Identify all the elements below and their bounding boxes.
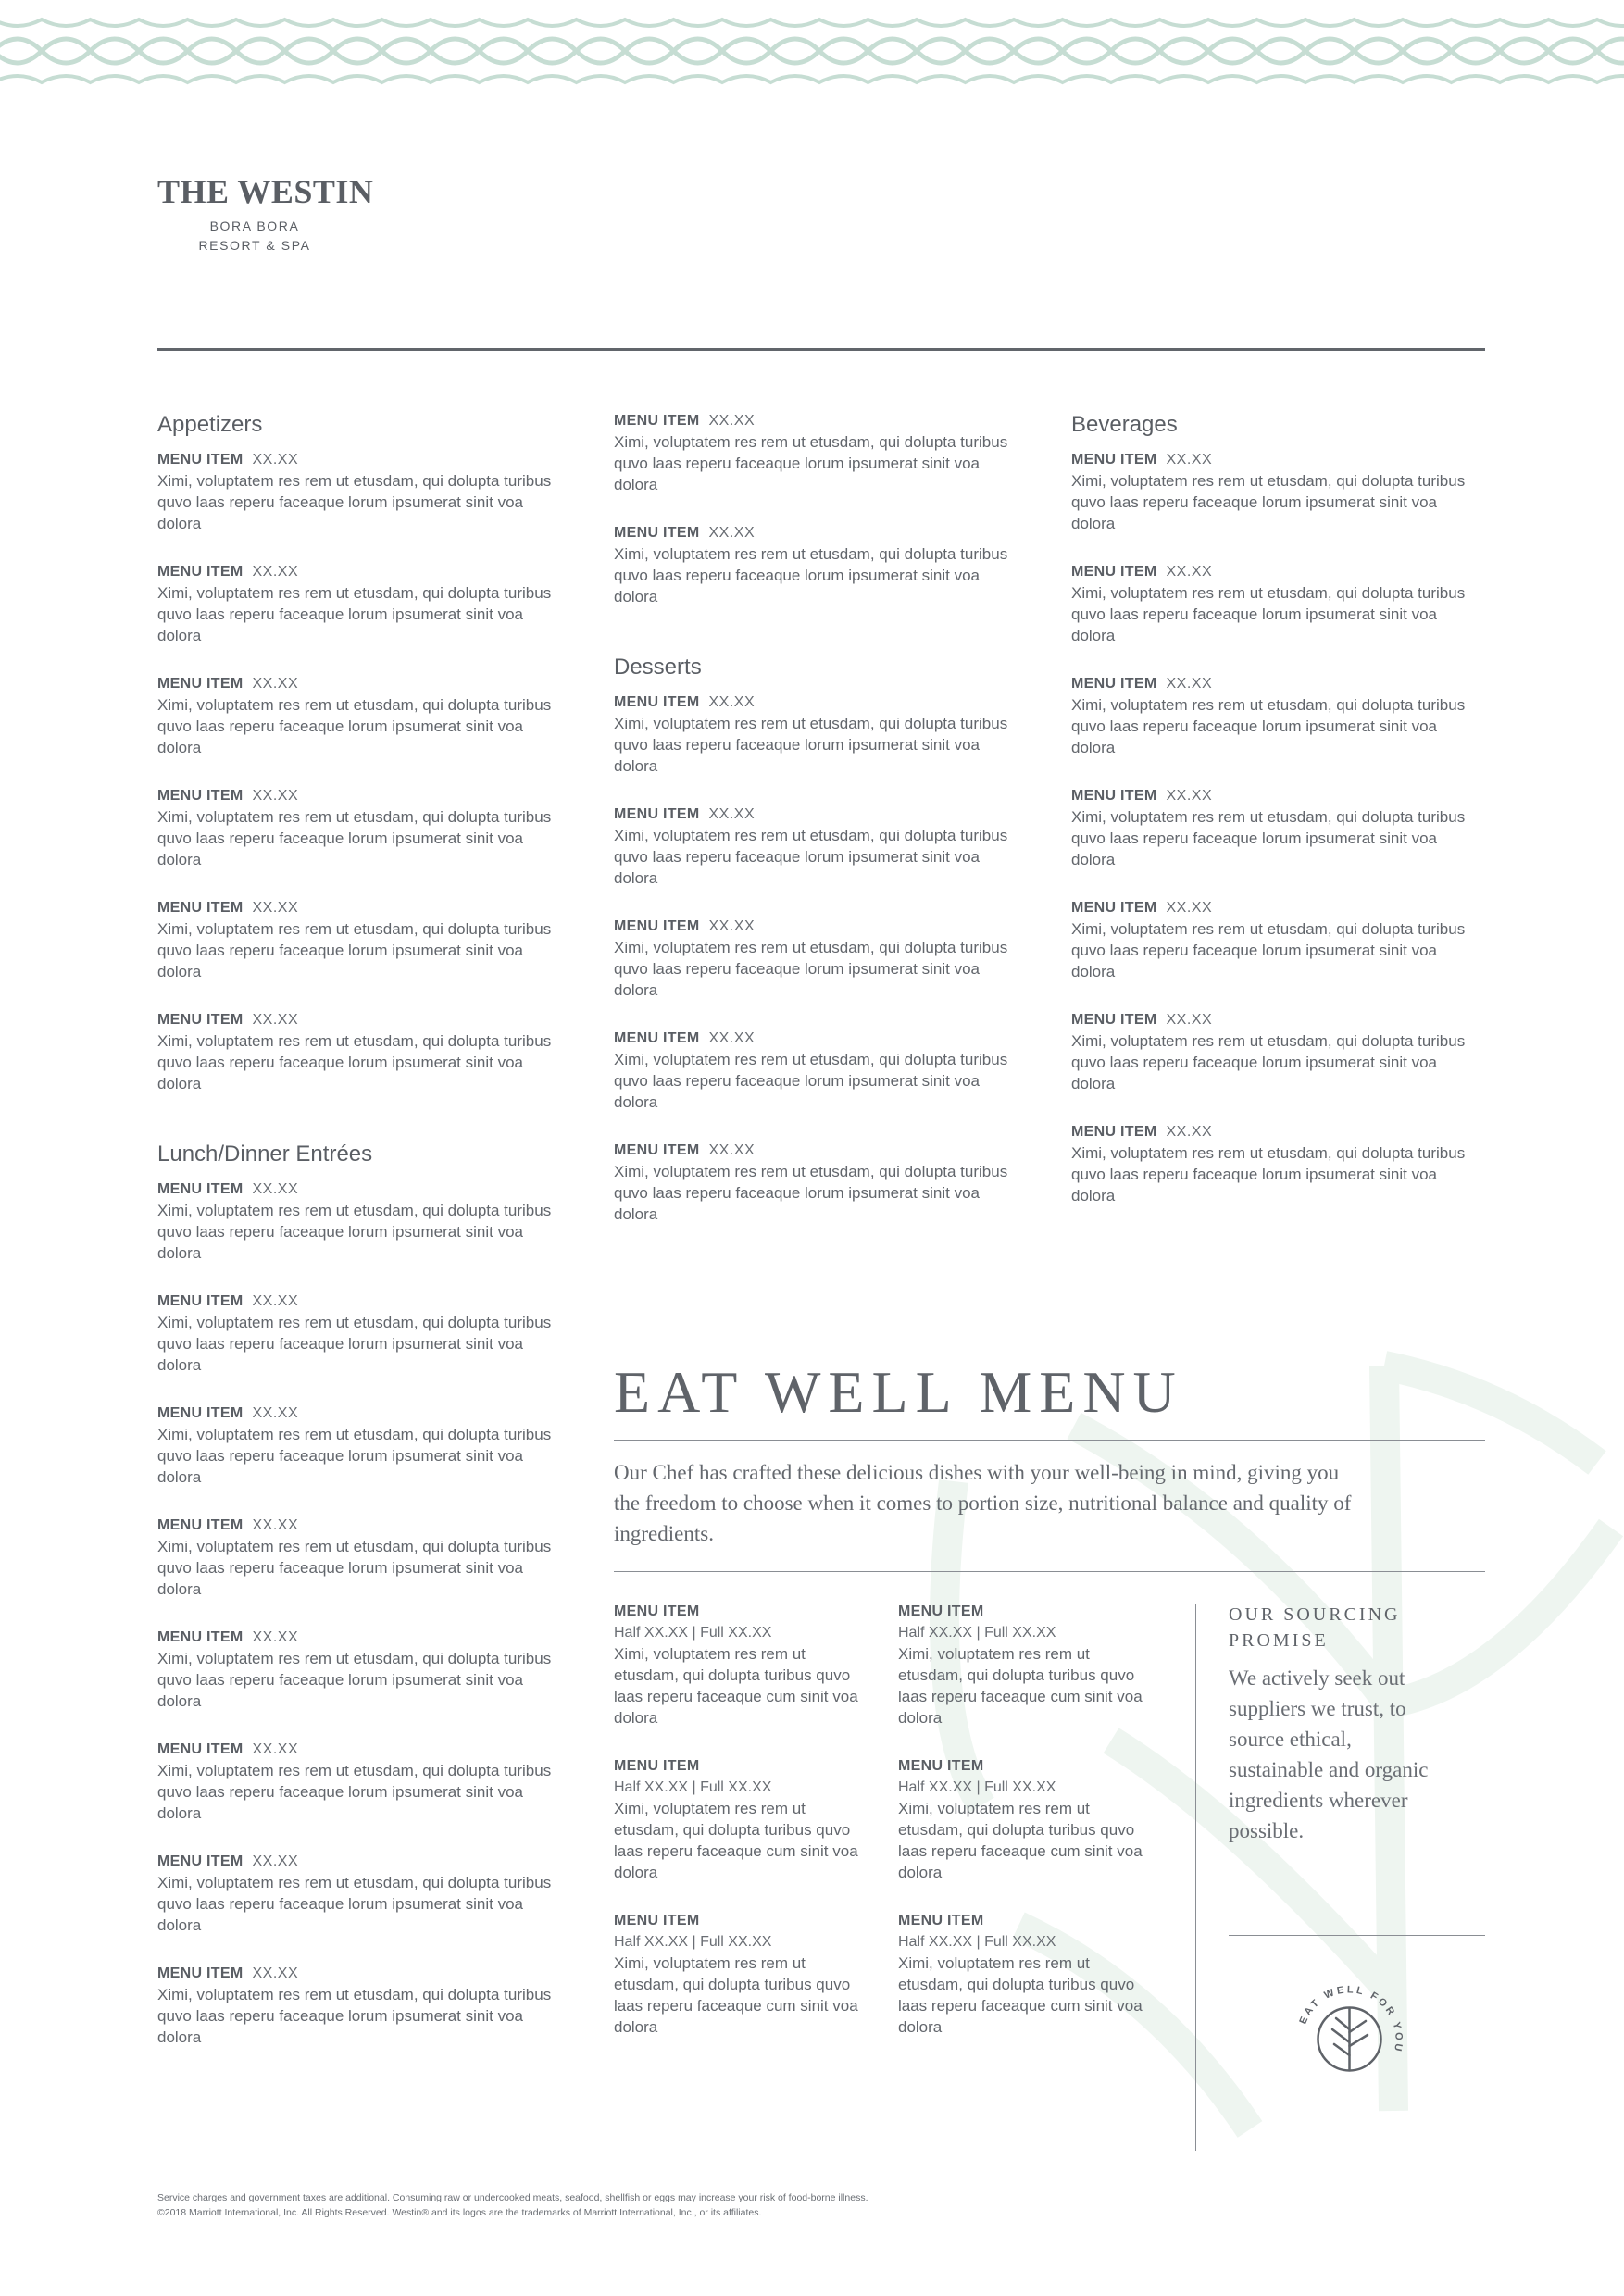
sourcing-promise-text: We actively seek out suppliers we trust, to source ethical, sustainable and organic ingredients wherever possible. bbox=[1229, 1666, 1429, 1842]
eat-well-item-description: Ximi, voluptatem res rem ut etusdam, qui dolupta turibus quvo laas reperu faceaque cum sinit voa dolora bbox=[898, 1800, 1143, 1881]
menu-item-header bbox=[157, 1628, 565, 1648]
menu-item-header bbox=[157, 1010, 565, 1030]
menu-column-1 bbox=[157, 411, 565, 2076]
menu-item-price: XX.XX bbox=[708, 525, 756, 541]
menu-item-description: Ximi, voluptatem res rem ut etusdam, qui dolupta turibus quvo laas reperu faceaque lorum ipsumerat sinit voa dolora bbox=[614, 433, 1008, 493]
section-title: Lunch/Dinner Entrées bbox=[157, 1142, 373, 1167]
eat-well-divider-top bbox=[614, 1440, 1485, 1441]
menu-item-price: XX.XX bbox=[708, 1030, 756, 1046]
eat-well-item-price: Half XX.XX | Full XX.XX bbox=[614, 1779, 772, 1795]
menu-item-name: MENU ITEM bbox=[1071, 1012, 1157, 1028]
menu-item-name: MENU ITEM bbox=[157, 900, 244, 916]
brand-name: THE WESTIN bbox=[157, 173, 374, 210]
menu-item-price: XX.XX bbox=[1166, 1012, 1213, 1028]
eat-well-item-name: MENU ITEM bbox=[614, 1913, 700, 1928]
badge-text: EAT WELL FOR YOU bbox=[1297, 1984, 1405, 2055]
menu-item-price: XX.XX bbox=[252, 564, 299, 580]
wave-pattern bbox=[0, 0, 1624, 106]
eat-well-item-description: Ximi, voluptatem res rem ut etusdam, qui dolupta turibus quvo laas reperu faceaque cum sinit voa dolora bbox=[898, 1645, 1143, 1727]
menu-item bbox=[157, 1179, 565, 1264]
footer-copyright: ©2018 Marriott International, Inc. All Rights Reserved. Westin® and its logos are the trademarks of Marriott International, Inc., or its affiliates. bbox=[157, 2207, 762, 2218]
menu-item bbox=[1071, 1122, 1479, 1206]
menu-item bbox=[1071, 1010, 1479, 1094]
eat-well-item bbox=[614, 1602, 873, 1728]
menu-item-header bbox=[157, 898, 565, 918]
menu-item-price: XX.XX bbox=[1166, 452, 1213, 468]
menu-item bbox=[157, 450, 565, 534]
eat-well-item bbox=[614, 1911, 873, 2038]
menu-column-2 bbox=[614, 411, 1021, 1253]
menu-item-description: Ximi, voluptatem res rem ut etusdam, qui dolupta turibus quvo laas reperu faceaque lorum ipsumerat sinit voa dolora bbox=[614, 1163, 1008, 1223]
menu-item-description: Ximi, voluptatem res rem ut etusdam, qui dolupta turibus quvo laas reperu faceaque lorum ipsumerat sinit voa dolora bbox=[1071, 696, 1466, 756]
menu-item-price: XX.XX bbox=[1166, 900, 1213, 916]
brand-location: BORA BORA RESORT & SPA bbox=[198, 218, 311, 253]
menu-item bbox=[614, 1029, 1021, 1113]
menu-item-header bbox=[157, 1292, 565, 1312]
menu-item-name: MENU ITEM bbox=[1071, 564, 1157, 580]
menu-item-header bbox=[614, 411, 1021, 431]
menu-item-price: XX.XX bbox=[252, 900, 299, 916]
eat-well-item-name: MENU ITEM bbox=[614, 1603, 700, 1619]
menu-item-header bbox=[1071, 562, 1479, 582]
menu-item-name: MENU ITEM bbox=[157, 1517, 244, 1533]
promise-divider bbox=[1229, 1935, 1485, 1936]
menu-item-description: Ximi, voluptatem res rem ut etusdam, qui dolupta turibus quvo laas reperu faceaque lorum ipsumerat sinit voa dolora bbox=[157, 1314, 552, 1374]
menu-item-price: XX.XX bbox=[708, 1142, 756, 1158]
menu-item-description: Ximi, voluptatem res rem ut etusdam, qui dolupta turibus quvo laas reperu faceaque lorum ipsumerat sinit voa dolora bbox=[1071, 472, 1466, 532]
menu-item-description: Ximi, voluptatem res rem ut etusdam, qui dolupta turibus quvo laas reperu faceaque lorum ipsumerat sinit voa dolora bbox=[157, 1426, 552, 1486]
menu-item bbox=[1071, 786, 1479, 870]
menu-item-name: MENU ITEM bbox=[1071, 788, 1157, 804]
menu-item-price: XX.XX bbox=[252, 1012, 299, 1028]
menu-item bbox=[157, 1964, 565, 2048]
menu-item-name: MENU ITEM bbox=[157, 1965, 244, 1981]
brand-logo bbox=[157, 172, 374, 256]
menu-item-name: MENU ITEM bbox=[1071, 452, 1157, 468]
menu-item-price: XX.XX bbox=[252, 1517, 299, 1533]
menu-item bbox=[614, 917, 1021, 1001]
eat-well-item-description: Ximi, voluptatem res rem ut etusdam, qui dolupta turibus quvo laas reperu faceaque cum sinit voa dolora bbox=[614, 1954, 858, 2036]
section-title: Desserts bbox=[614, 655, 702, 680]
menu-item-price: XX.XX bbox=[252, 1629, 299, 1645]
menu-item-header bbox=[157, 1404, 565, 1424]
eat-well-item-name: MENU ITEM bbox=[614, 1758, 700, 1774]
menu-item-description: Ximi, voluptatem res rem ut etusdam, qui dolupta turibus quvo laas reperu faceaque lorum ipsumerat sinit voa dolora bbox=[1071, 920, 1466, 980]
eat-well-item-price: Half XX.XX | Full XX.XX bbox=[614, 1625, 772, 1641]
menu-item-price: XX.XX bbox=[252, 1741, 299, 1757]
eat-well-title: EAT WELL MENU bbox=[614, 1359, 1183, 1425]
eat-well-item-name: MENU ITEM bbox=[898, 1758, 984, 1774]
menu-item-name: MENU ITEM bbox=[157, 1181, 244, 1197]
menu-item-description: Ximi, voluptatem res rem ut etusdam, qui dolupta turibus quvo laas reperu faceaque lorum ipsumerat sinit voa dolora bbox=[157, 1986, 552, 2046]
menu-item bbox=[614, 805, 1021, 889]
menu-item-name: MENU ITEM bbox=[614, 525, 700, 541]
menu-item-description: Ximi, voluptatem res rem ut etusdam, qui dolupta turibus quvo laas reperu faceaque lorum ipsumerat sinit voa dolora bbox=[157, 1650, 552, 1710]
menu-item-price: XX.XX bbox=[1166, 676, 1213, 692]
menu-item bbox=[157, 1010, 565, 1094]
menu-item-description: Ximi, voluptatem res rem ut etusdam, qui dolupta turibus quvo laas reperu faceaque lorum ipsumerat sinit voa dolora bbox=[157, 584, 552, 644]
menu-item-name: MENU ITEM bbox=[614, 806, 700, 822]
eat-well-intro: Our Chef has crafted these delicious dishes with your well-being in mind, giving you the freedom to choose when it comes to portion size, nutritional balance and quality of ingredients. bbox=[614, 1461, 1352, 1545]
menu-item bbox=[614, 693, 1021, 777]
menu-item-header bbox=[157, 674, 565, 694]
menu-item-price: XX.XX bbox=[708, 806, 756, 822]
section-title: Beverages bbox=[1071, 412, 1178, 437]
menu-item-price: XX.XX bbox=[252, 1405, 299, 1421]
sourcing-promise-title: OUR SOURCING PROMISE bbox=[1229, 1604, 1401, 1651]
menu-item-price: XX.XX bbox=[252, 1293, 299, 1309]
menu-item bbox=[614, 1141, 1021, 1225]
menu-item bbox=[1071, 562, 1479, 646]
menu-item-description: Ximi, voluptatem res rem ut etusdam, qui dolupta turibus quvo laas reperu faceaque lorum ipsumerat sinit voa dolora bbox=[157, 696, 552, 756]
menu-item-description: Ximi, voluptatem res rem ut etusdam, qui dolupta turibus quvo laas reperu faceaque lorum ipsumerat sinit voa dolora bbox=[614, 827, 1008, 887]
menu-item-name: MENU ITEM bbox=[1071, 676, 1157, 692]
eat-well-item-price: Half XX.XX | Full XX.XX bbox=[614, 1934, 772, 1950]
menu-item-header bbox=[614, 917, 1021, 937]
menu-item-description: Ximi, voluptatem res rem ut etusdam, qui dolupta turibus quvo laas reperu faceaque lorum ipsumerat sinit voa dolora bbox=[157, 472, 552, 532]
eat-well-item-description: Ximi, voluptatem res rem ut etusdam, qui dolupta turibus quvo laas reperu faceaque cum sinit voa dolora bbox=[614, 1645, 858, 1727]
menu-item-header bbox=[614, 693, 1021, 713]
menu-item-price: XX.XX bbox=[252, 1965, 299, 1981]
menu-item-name: MENU ITEM bbox=[614, 1030, 700, 1046]
menu-item bbox=[157, 1628, 565, 1712]
menu-item bbox=[157, 786, 565, 870]
menu-item-name: MENU ITEM bbox=[614, 918, 700, 934]
eat-well-item-price: Half XX.XX | Full XX.XX bbox=[898, 1779, 1056, 1795]
menu-item-description: Ximi, voluptatem res rem ut etusdam, qui dolupta turibus quvo laas reperu faceaque lorum ipsumerat sinit voa dolora bbox=[614, 545, 1008, 605]
eat-well-item-description: Ximi, voluptatem res rem ut etusdam, qui dolupta turibus quvo laas reperu faceaque cum sinit voa dolora bbox=[898, 1954, 1143, 2036]
menu-item-name: MENU ITEM bbox=[157, 1293, 244, 1309]
menu-item bbox=[614, 411, 1021, 495]
menu-item-header bbox=[614, 523, 1021, 543]
menu-item-price: XX.XX bbox=[708, 694, 756, 710]
menu-item-price: XX.XX bbox=[252, 1853, 299, 1869]
menu-item-description: Ximi, voluptatem res rem ut etusdam, qui dolupta turibus quvo laas reperu faceaque lorum ipsumerat sinit voa dolora bbox=[1071, 1144, 1466, 1204]
eat-well-item bbox=[614, 1756, 873, 1883]
eat-well-column-2 bbox=[898, 1602, 1157, 2065]
menu-item-price: XX.XX bbox=[1166, 564, 1213, 580]
menu-item bbox=[157, 562, 565, 646]
wave-line bbox=[0, 76, 1624, 82]
wave-line bbox=[0, 19, 1624, 26]
menu-item-price: XX.XX bbox=[252, 788, 299, 804]
footer-disclaimer: Service charges and government taxes are additional. Consuming raw or undercooked meats, seafood, shellfish or eggs may increase your risk of food-borne illness. bbox=[157, 2192, 868, 2203]
menu-item bbox=[157, 1404, 565, 1488]
menu-item bbox=[157, 1740, 565, 1824]
menu-item-price: XX.XX bbox=[1166, 788, 1213, 804]
menu-item-price: XX.XX bbox=[1166, 1124, 1213, 1140]
menu-item-header bbox=[157, 1740, 565, 1760]
menu-item-description: Ximi, voluptatem res rem ut etusdam, qui dolupta turibus quvo laas reperu faceaque lorum ipsumerat sinit voa dolora bbox=[157, 1538, 552, 1598]
menu-item-name: MENU ITEM bbox=[157, 452, 244, 468]
menu-item-name: MENU ITEM bbox=[1071, 900, 1157, 916]
menu-item-description: Ximi, voluptatem res rem ut etusdam, qui dolupta turibus quvo laas reperu faceaque lorum ipsumerat sinit voa dolora bbox=[1071, 1032, 1466, 1092]
menu-item bbox=[614, 523, 1021, 607]
menu-item-name: MENU ITEM bbox=[157, 1741, 244, 1757]
menu-item-header bbox=[157, 562, 565, 582]
menu-item-name: MENU ITEM bbox=[157, 1405, 244, 1421]
menu-item-description: Ximi, voluptatem res rem ut etusdam, qui dolupta turibus quvo laas reperu faceaque lorum ipsumerat sinit voa dolora bbox=[614, 1051, 1008, 1111]
menu-item-description: Ximi, voluptatem res rem ut etusdam, qui dolupta turibus quvo laas reperu faceaque lorum ipsumerat sinit voa dolora bbox=[1071, 584, 1466, 644]
menu-column-3 bbox=[1071, 411, 1479, 1234]
eat-well-item-price: Half XX.XX | Full XX.XX bbox=[898, 1934, 1056, 1950]
menu-item bbox=[157, 674, 565, 758]
menu-item-name: MENU ITEM bbox=[1071, 1124, 1157, 1140]
menu-item-description: Ximi, voluptatem res rem ut etusdam, qui dolupta turibus quvo laas reperu faceaque lorum ipsumerat sinit voa dolora bbox=[157, 920, 552, 980]
menu-item bbox=[1071, 674, 1479, 758]
menu-item-description: Ximi, voluptatem res rem ut etusdam, qui dolupta turibus quvo laas reperu faceaque lorum ipsumerat sinit voa dolora bbox=[1071, 808, 1466, 868]
menu-item bbox=[157, 1516, 565, 1600]
menu-item-header bbox=[614, 1141, 1021, 1161]
menu-item-price: XX.XX bbox=[252, 676, 299, 692]
menu-item bbox=[1071, 450, 1479, 534]
menu-item-header bbox=[157, 1964, 565, 1984]
menu-item-name: MENU ITEM bbox=[614, 694, 700, 710]
eat-well-item-name: MENU ITEM bbox=[898, 1913, 984, 1928]
menu-item-header bbox=[1071, 786, 1479, 806]
menu-item-name: MENU ITEM bbox=[614, 413, 700, 429]
menu-item-header bbox=[157, 786, 565, 806]
vertical-divider bbox=[1195, 1604, 1196, 2151]
menu-item bbox=[157, 1852, 565, 1936]
sourcing-promise bbox=[1229, 1602, 1451, 1846]
menu-item-header bbox=[614, 1029, 1021, 1049]
menu-item-name: MENU ITEM bbox=[157, 564, 244, 580]
eat-well-item bbox=[898, 1756, 1157, 1883]
eat-well-item bbox=[898, 1602, 1157, 1728]
menu-item-name: MENU ITEM bbox=[157, 1629, 244, 1645]
menu-item-name: MENU ITEM bbox=[157, 1853, 244, 1869]
eat-well-item-name: MENU ITEM bbox=[898, 1603, 984, 1619]
menu-item-header bbox=[1071, 1122, 1479, 1142]
menu-item-header bbox=[157, 1179, 565, 1200]
section-title: Appetizers bbox=[157, 412, 263, 437]
menu-item bbox=[1071, 898, 1479, 982]
menu-item-description: Ximi, voluptatem res rem ut etusdam, qui dolupta turibus quvo laas reperu faceaque lorum ipsumerat sinit voa dolora bbox=[614, 715, 1008, 775]
eat-well-badge-icon bbox=[1292, 1981, 1407, 2097]
menu-item-header bbox=[1071, 450, 1479, 470]
menu-item-name: MENU ITEM bbox=[614, 1142, 700, 1158]
menu-item-description: Ximi, voluptatem res rem ut etusdam, qui dolupta turibus quvo laas reperu faceaque lorum ipsumerat sinit voa dolora bbox=[157, 1202, 552, 1262]
eat-well-item-description: Ximi, voluptatem res rem ut etusdam, qui dolupta turibus quvo laas reperu faceaque cum sinit voa dolora bbox=[614, 1800, 858, 1881]
menu-item-header bbox=[614, 805, 1021, 825]
menu-item-header bbox=[1071, 674, 1479, 694]
menu-item-price: XX.XX bbox=[252, 452, 299, 468]
menu-item-header bbox=[157, 1852, 565, 1872]
menu-item-price: XX.XX bbox=[252, 1181, 299, 1197]
menu-item-description: Ximi, voluptatem res rem ut etusdam, qui dolupta turibus quvo laas reperu faceaque lorum ipsumerat sinit voa dolora bbox=[157, 808, 552, 868]
menu-item-price: XX.XX bbox=[708, 918, 756, 934]
menu-item bbox=[157, 898, 565, 982]
eat-well-divider-bottom bbox=[614, 1571, 1485, 1572]
eat-well-column-1 bbox=[614, 1602, 873, 2065]
footer bbox=[157, 2190, 868, 2220]
menu-item-description: Ximi, voluptatem res rem ut etusdam, qui dolupta turibus quvo laas reperu faceaque lorum ipsumerat sinit voa dolora bbox=[157, 1874, 552, 1934]
menu-item-header bbox=[157, 1516, 565, 1536]
menu-item-name: MENU ITEM bbox=[157, 1012, 244, 1028]
eat-well-item bbox=[898, 1911, 1157, 2038]
header-divider bbox=[157, 348, 1485, 351]
menu-item-description: Ximi, voluptatem res rem ut etusdam, qui dolupta turibus quvo laas reperu faceaque lorum ipsumerat sinit voa dolora bbox=[157, 1032, 552, 1092]
menu-item-name: MENU ITEM bbox=[157, 676, 244, 692]
menu-item-name: MENU ITEM bbox=[157, 788, 244, 804]
menu-item-header bbox=[157, 450, 565, 470]
menu-item-description: Ximi, voluptatem res rem ut etusdam, qui dolupta turibus quvo laas reperu faceaque lorum ipsumerat sinit voa dolora bbox=[157, 1762, 552, 1822]
menu-item-header bbox=[1071, 898, 1479, 918]
menu-item-header bbox=[1071, 1010, 1479, 1030]
menu-item-price: XX.XX bbox=[708, 413, 756, 429]
eat-well-item-price: Half XX.XX | Full XX.XX bbox=[898, 1625, 1056, 1641]
menu-item-description: Ximi, voluptatem res rem ut etusdam, qui dolupta turibus quvo laas reperu faceaque lorum ipsumerat sinit voa dolora bbox=[614, 939, 1008, 999]
menu-item bbox=[157, 1292, 565, 1376]
